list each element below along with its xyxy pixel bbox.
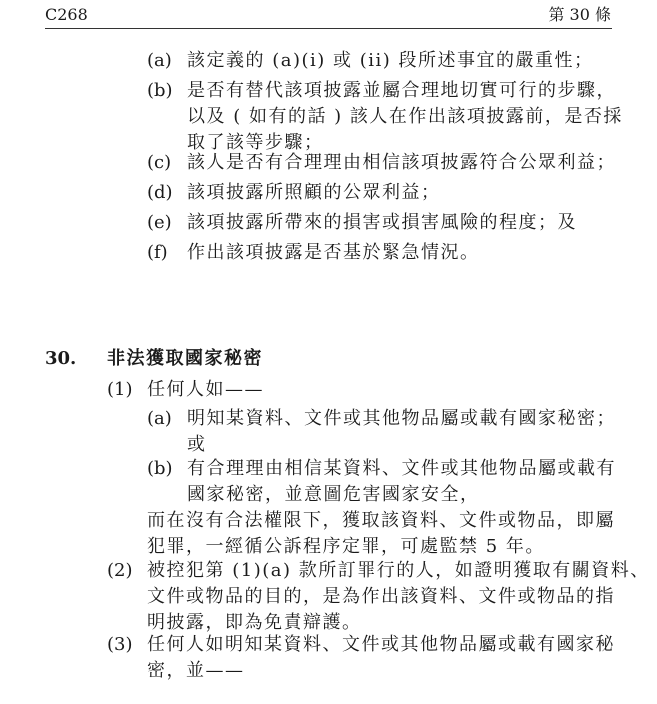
page-code: C268 <box>45 5 88 24</box>
subsection-3-label: (3) <box>107 634 133 655</box>
page-section-ref: 第 30 條 <box>548 5 611 24</box>
list-item-a: 該定義的 (a)(i) 或 (ii) 段所述事宜的嚴重性； <box>187 50 594 71</box>
list-label-b: (b) <box>147 80 173 101</box>
section-number: 30. <box>45 348 77 369</box>
subsection-1-intro: 任何人如—— <box>147 379 264 400</box>
paragraph-1b-label: (b) <box>147 458 173 479</box>
list-label-e: (e) <box>147 212 172 233</box>
list-item-b: 是否有替代該項披露並屬合理地切實可行的步驟， 以及 ( 如有的話 ) 該人在作出該項披露前，是否採 取了該等步驟； <box>187 80 623 153</box>
subsection-2: 被控犯第 (1)(a) 款所訂罪行的人，如證明獲取有關資料、 文件或物品的目的，是為作出該資料、文件或物品的指 明披露，即為免責辯護。 <box>147 560 650 633</box>
subsection-3: 任何人如明知某資料、文件或其他物品屬或載有國家秘 密，並—— <box>147 634 615 681</box>
list-item-e: 該項披露所帶來的損害或損害風險的程度；及 <box>187 212 577 233</box>
list-label-a: (a) <box>147 50 172 71</box>
list-label-c: (c) <box>147 152 172 173</box>
header-rule <box>45 28 612 29</box>
paragraph-1a-label: (a) <box>147 408 172 429</box>
list-label-f: (f) <box>147 242 168 263</box>
section-title: 非法獲取國家秘密 <box>107 348 263 369</box>
list-item-f: 作出該項披露是否基於緊急情況。 <box>187 242 480 263</box>
list-item-d: 該項披露所照顧的公眾利益； <box>187 182 441 203</box>
subsection-2-label: (2) <box>107 560 133 581</box>
list-item-c: 該人是否有合理理由相信該項披露符合公眾利益； <box>187 152 616 173</box>
list-label-d: (d) <box>147 182 173 203</box>
subsection-1-tail: 而在沒有合法權限下，獲取該資料、文件或物品，即屬 犯罪，一經循公訴程序定罪，可處監禁 5 年。 <box>147 510 615 557</box>
subsection-1-label: (1) <box>107 379 133 400</box>
paragraph-1a: 明知某資料、文件或其他物品屬或載有國家秘密； 或 <box>187 408 616 455</box>
paragraph-1b: 有合理理由相信某資料、文件或其他物品屬或載有 國家秘密，並意圖危害國家安全， <box>187 458 616 505</box>
